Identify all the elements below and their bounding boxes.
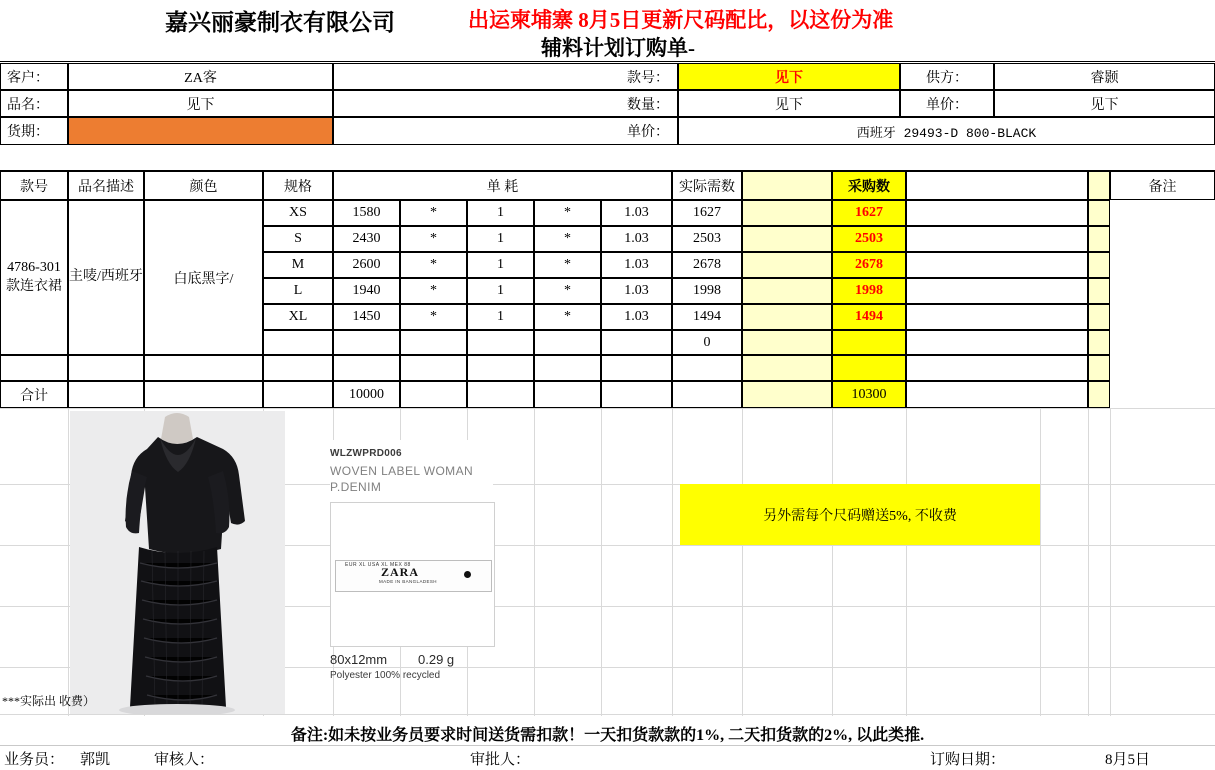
total-qty1: 10000 (333, 381, 400, 408)
quantity-value[interactable]: 见下 (678, 90, 900, 117)
row-purchase: 1627 (832, 200, 906, 226)
product-value[interactable]: 见下 (68, 90, 333, 117)
cell-style-no: 4786-301款连衣裙 (0, 200, 68, 355)
total-blank (906, 381, 1088, 408)
row-purchase: 2503 (832, 226, 906, 252)
row-qty2 (467, 330, 534, 355)
row-narrow-yellow (1088, 330, 1110, 355)
customer-value[interactable]: ZA客 (68, 63, 333, 90)
company-name: 嘉兴丽豪制衣有限公司 (165, 10, 395, 35)
row-qty1: 2430 (333, 226, 400, 252)
row-spec: S (263, 226, 333, 252)
row-qty2: 1 (467, 226, 534, 252)
unit-price-value[interactable]: 见下 (994, 90, 1215, 117)
dress-illustration (70, 411, 285, 714)
blank-cell (534, 355, 601, 381)
total-blank (601, 381, 672, 408)
row-blank-yellow (742, 226, 832, 252)
row-actual: 1627 (672, 200, 742, 226)
row-rate: 1.03 (601, 252, 672, 278)
total-blank-yellow (742, 381, 832, 408)
delivery-date-label: 货期： (0, 117, 68, 145)
row-blank-yellow (742, 200, 832, 226)
actual-output-note: ***实际出 收费） (2, 694, 96, 708)
total-label: 合计 (0, 381, 68, 408)
row-op1: * (400, 226, 467, 252)
total-blank (144, 381, 263, 408)
row-purchase: 1998 (832, 278, 906, 304)
spacer-band (0, 145, 1215, 171)
row-purchase: 2678 (832, 252, 906, 278)
row-op2: * (534, 200, 601, 226)
label-line1: WOVEN LABEL WOMAN (330, 464, 474, 478)
col-style-no: 款号 (0, 171, 68, 200)
label-weight: 0.29 g (418, 652, 455, 667)
row-op2: * (534, 304, 601, 330)
woven-label-card (330, 440, 493, 681)
row-spacer (906, 200, 1088, 226)
blank-cell (333, 355, 400, 381)
supplier-label: 供方： (900, 63, 994, 90)
row-qty1: 1940 (333, 278, 400, 304)
total-blank (68, 381, 144, 408)
style-no-value[interactable]: 见下 (678, 63, 900, 90)
row-rate: 1.03 (601, 200, 672, 226)
total-blank (467, 381, 534, 408)
label-dimension: 80x12mm (330, 652, 388, 667)
row-op2: * (534, 252, 601, 278)
row-spec (263, 330, 333, 355)
salesman-label: 业务员： (4, 751, 65, 768)
row-actual: 2503 (672, 226, 742, 252)
row-spec: M (263, 252, 333, 278)
page-title: 辅料计划订购单- (541, 36, 695, 60)
total-blank (534, 381, 601, 408)
col-unit-consume: 单 耗 (333, 171, 672, 200)
row-narrow-yellow (1088, 278, 1110, 304)
row-qty2: 1 (467, 278, 534, 304)
document-header (0, 0, 1215, 62)
row-blank-yellow (742, 304, 832, 330)
blank-cell (672, 355, 742, 381)
row-op1: * (400, 252, 467, 278)
row-op2 (534, 330, 601, 355)
blank-cell (467, 355, 534, 381)
total-purchase: 10300 (832, 381, 906, 408)
col-product-desc: 品名描述 (68, 171, 144, 200)
label-material: Polyester 100% recycled (330, 670, 441, 681)
col-spacer (906, 171, 1088, 200)
row-spacer (906, 226, 1088, 252)
col-color: 颜色 (144, 171, 263, 200)
row-rate (601, 330, 672, 355)
row-spacer (906, 252, 1088, 278)
col-actual-need: 实际需数 (672, 171, 742, 200)
total-blank (263, 381, 333, 408)
row-narrow-yellow (1088, 252, 1110, 278)
zara-tag (331, 560, 494, 594)
blank-narrow-yellow (1088, 355, 1110, 381)
penalty-note: 备注:如未按业务员要求时间送货需扣款！一天扣货款款的1%, 二天扣货款的2%, 以此类推. (290, 727, 925, 744)
shipment-notice: 出运柬埔寨 8月5日更新尺码配比，以这份为准 (468, 8, 894, 32)
row-purchase (832, 330, 906, 355)
col-blank-yellow (742, 171, 832, 200)
row-rate: 1.03 (601, 304, 672, 330)
row-narrow-yellow (1088, 226, 1110, 252)
row-actual: 2678 (672, 252, 742, 278)
tag-made-in: MADE IN BANGLADESH (379, 579, 437, 584)
cell-product-desc: 主唛/西班牙 (68, 200, 144, 355)
price-label-2: 单价： (333, 117, 678, 145)
row-blank-yellow (742, 278, 832, 304)
row-actual: 1494 (672, 304, 742, 330)
supplier-value[interactable]: 睿颢 (994, 63, 1215, 90)
row-op1: * (400, 200, 467, 226)
style-no-label: 款号： (333, 63, 678, 90)
tag-brand: ZARA (381, 565, 420, 579)
order-date-label: 订购日期： (930, 751, 1006, 768)
blank-yellow (832, 355, 906, 381)
product-label: 品名： (0, 90, 68, 117)
row-spec: XL (263, 304, 333, 330)
delivery-date-value[interactable] (68, 117, 333, 145)
row-actual: 1998 (672, 278, 742, 304)
blank-cell (400, 355, 467, 381)
checker-label: 审核人： (154, 751, 215, 768)
customer-label: 客户： (0, 63, 68, 90)
row-qty2: 1 (467, 200, 534, 226)
row-spacer (906, 330, 1088, 355)
unit-price-label: 单价： (900, 90, 994, 117)
row-spacer (906, 304, 1088, 330)
row-blank-yellow (742, 330, 832, 355)
blank-yellow (742, 355, 832, 381)
quantity-label: 数量： (333, 90, 678, 117)
row-qty1 (333, 330, 400, 355)
color-code-value[interactable]: 西班牙 29493-D 800-BLACK (678, 117, 1215, 145)
blank-cell (68, 355, 144, 381)
col-purchase-qty: 采购数 (832, 171, 906, 200)
row-op1: * (400, 278, 467, 304)
total-blank (400, 381, 467, 408)
blank-cell (601, 355, 672, 381)
col-narrow-yellow (1088, 171, 1110, 200)
row-narrow-yellow (1088, 200, 1110, 226)
row-op2: * (534, 278, 601, 304)
cell-color: 白底黑字/ (144, 200, 263, 355)
label-line2: P.DENIM (330, 480, 382, 494)
total-narrow-yellow (1088, 381, 1110, 408)
label-preview-box (330, 502, 495, 647)
row-qty1: 2600 (333, 252, 400, 278)
row-rate: 1.03 (601, 278, 672, 304)
product-photo (70, 411, 285, 714)
row-op1: * (400, 304, 467, 330)
label-code: WLZWPRD006 (330, 448, 402, 459)
order-date-value[interactable]: 8月5日 (1105, 751, 1151, 768)
tag-dot-icon (464, 571, 471, 578)
blank-cell (263, 355, 333, 381)
row-qty2: 1 (467, 252, 534, 278)
total-blank (672, 381, 742, 408)
approver-label: 审批人： (470, 751, 531, 768)
blank-cell (144, 355, 263, 381)
col-remark: 备注 (1110, 171, 1215, 200)
row-spec: L (263, 278, 333, 304)
row-spec: XS (263, 200, 333, 226)
footer-row (0, 745, 1215, 770)
row-actual: 0 (672, 330, 742, 355)
row-purchase: 1494 (832, 304, 906, 330)
blank-cell (906, 355, 1088, 381)
row-qty1: 1580 (333, 200, 400, 226)
salesman-value[interactable]: 郭凯 (80, 751, 111, 768)
bonus-note: 另外需每个尺码赠送5%, 不收费 (680, 484, 1040, 545)
row-qty2: 1 (467, 304, 534, 330)
tag-sizes: EUR XL USA XL MEX 88 (345, 562, 411, 568)
row-op2: * (534, 226, 601, 252)
row-rate: 1.03 (601, 226, 672, 252)
blank-cell (0, 355, 68, 381)
row-spacer (906, 278, 1088, 304)
col-spec: 规格 (263, 171, 333, 200)
row-blank-yellow (742, 252, 832, 278)
row-narrow-yellow (1088, 304, 1110, 330)
row-op1 (400, 330, 467, 355)
row-qty1: 1450 (333, 304, 400, 330)
